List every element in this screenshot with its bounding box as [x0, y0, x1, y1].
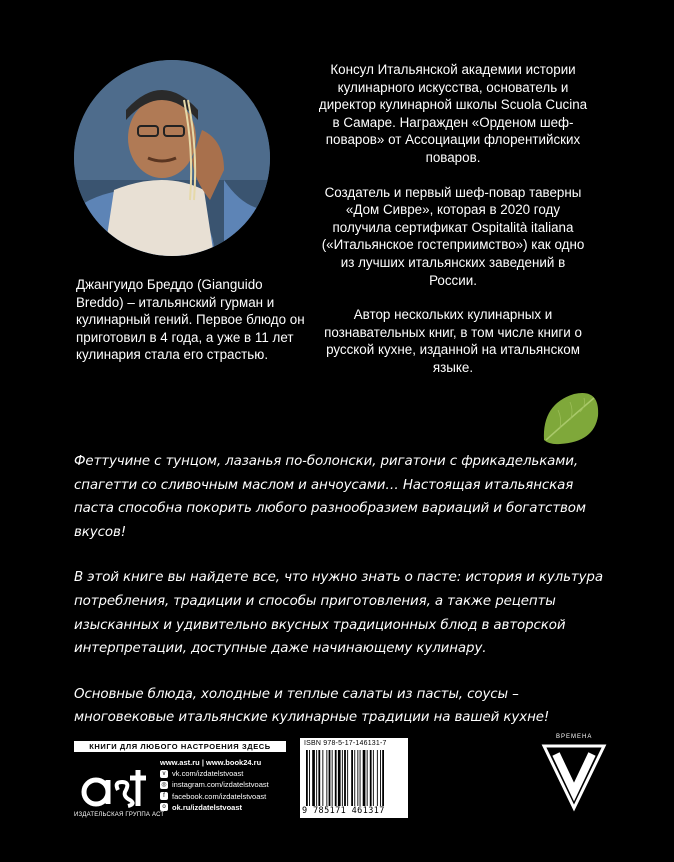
credentials-paragraph: Автор нескольких кулинарных и познавательных книг, в том числе книги о русской кухне, изданной на итальянском языке. — [324, 307, 582, 375]
ok-icon: o — [160, 803, 168, 811]
ast-logo-icon — [80, 760, 150, 810]
websites-text[interactable]: www.ast.ru | www.book24.ru — [160, 758, 262, 767]
description-paragraph: В этой книге вы найдете все, что нужно знать о пасте: история и культура потребления, традиции и способы приготовления, а также рецепты изысканных и удивительно вкусных традиционных блюд в авторской интерпретации, доступные даже начинающему кулинару. — [74, 570, 603, 657]
barcode-bars-icon — [306, 750, 402, 806]
facebook-icon: f — [160, 792, 168, 800]
publisher-label: ИЗДАТЕЛЬСКАЯ ГРУППА АСТ — [74, 812, 165, 818]
description-paragraph: Основные блюда, холодные и теплые салаты из пасты, соусы – многовековые итальянские кулинарные традиции на вашей кухне! — [74, 686, 550, 726]
facebook-row — [160, 791, 269, 802]
basil-leaf-icon — [540, 388, 602, 448]
author-portrait-illustration — [74, 60, 270, 256]
credentials-paragraph: Создатель и первый шеф-повар таверны «Дом Сивре», которая в 2020 году получила сертификат Ospitalità italiana («Итальянское гостеприимство») как одно из лучших итальянских заведений в России. — [321, 184, 585, 288]
publisher-tagline: КНИГИ ДЛЯ ЛЮБОГО НАСТРОЕНИЯ ЗДЕСЬ — [74, 741, 286, 752]
credentials-paragraph: Консул Итальянской академии истории кулинарного искусства, основатель и директор кулинарной школы Scuola Cucina в Самаре. Награжден «Орденом шеф-поваров» от Ассоциации флорентийских поваров. — [318, 62, 588, 165]
instagram-link[interactable]: instagram.com/izdatelstvoast — [172, 780, 269, 790]
vremena-logo-icon — [532, 734, 616, 814]
author-bio: Джангуидо Бреддо (Gianguido Breddo) – итальянский гурман и кулинарный гений. Первое блюдо он приготовил в 4 года, а уже в 11 лет кулинария стала его страстью. — [76, 277, 305, 363]
barcode — [300, 738, 408, 818]
ok-link[interactable]: ok.ru/izdatelstvoast — [172, 802, 243, 812]
ok-row — [160, 802, 269, 813]
instagram-icon: ◎ — [161, 782, 167, 788]
publisher-links — [160, 757, 269, 813]
description-paragraph: Феттучине с тунцом, лазанья по-болонски, ригатони с фрикадельками, спагетти со сливочным маслом и анчоусами… Настоящая итальянская паста способна покорить любого разнообразием вариаций и богатством вкусов! — [74, 454, 586, 540]
vk-row — [160, 768, 269, 779]
author-credentials — [318, 61, 588, 394]
author-photo — [74, 60, 270, 256]
websites-row — [160, 757, 269, 768]
book-description — [74, 450, 614, 752]
vk-icon: v — [160, 770, 168, 778]
imprint-label: ВРЕМЕНА — [556, 734, 593, 740]
instagram-row — [160, 779, 269, 790]
vk-link[interactable]: vk.com/izdatelstvoast — [172, 769, 244, 779]
facebook-link[interactable]: facebook.com/izdatelstvoast — [172, 791, 267, 801]
isbn-text: ISBN 978-5-17-146131-7 — [304, 740, 387, 747]
barcode-number: 9 785171 461317 — [302, 806, 385, 816]
